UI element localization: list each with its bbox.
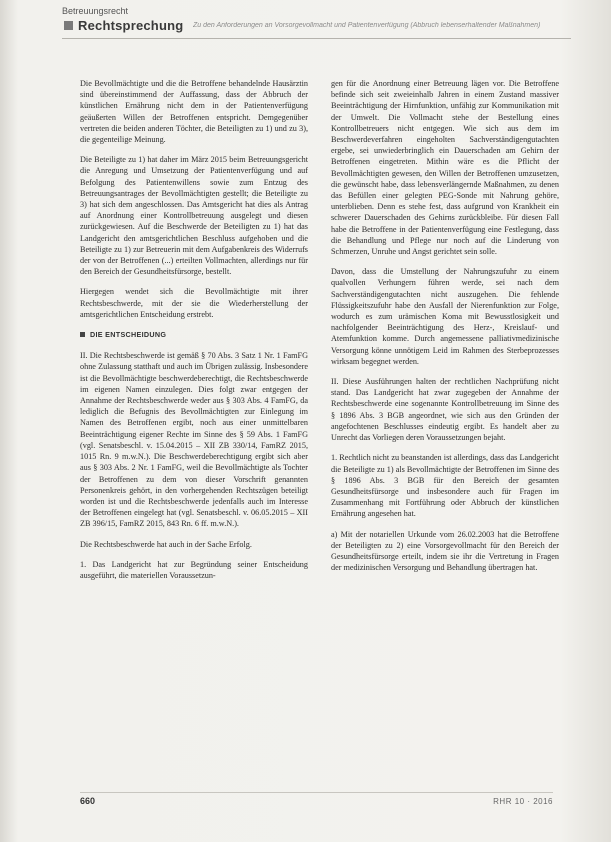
right-column [331,78,559,582]
paragraph: Die Rechtsbeschwerde hat auch in der Sache Erfolg. [80,539,252,549]
header-divider [62,38,571,39]
heading-square-icon [80,332,85,337]
paragraph: Die Bevollmächtigte und die die Betroffene behandelnde Hausärztin sind übereinstimmend der Auffassung, dass der Abbruch der künstlichen Ernährung nicht dem in der Patientenverfügung geäußerten Willen der Betroffenen entspricht. Demgegenüber vertreten die beiden anderen Töchter, die Beteiligten zu 1) und zu 3), die gegenteilige Meinung. [80,79,308,145]
paragraph: Die Beteiligte zu 1) hat daher im März 2015 beim Betreuungsgericht die Anregung und Umsetzung der Patientenverfügung und auf Befolgung des Patientenwillens sowie zum Entzug des Betreuungsantrages der Bevollmächtigten gestellt; die Beteiligte zu 3) hat sich dem angeschlossen. Das Amtsgericht hat dies als Antrag auf Anordnung einer Kontrollbetreuung ausgelegt und diesen zurückgewiesen. Auf die Beschwerde der Beteiligten zu 1) hat das Landgericht den amtsgerichtlichen Beschluss aufgehoben und die Beteiligte zu 1) zur Betreuerin mit dem Aufgabenkreis des Widerrufs der von der Betroffenen (...) erteilten Vollmachten, allerdings nur für den Bereich der Gesundheitsfürsorge, bestellt. [80,155,308,277]
paragraph: gen für die Anordnung einer Betreuung lägen vor. Die Betroffene befinde sich seit zweieinhalb Jahren in einem Zustand massiver Beeinträchtigung der Hirnfunktion, unfähig zur Kommunikation mit der Umwelt. Die Vollmacht stehe der Bestellung eines Kontrollbetreuers nicht entgegen. Wie sich aus dem im Beschwerdeverfahren eingeholten Sachverständigengutachten ergebe, sei unwiederbringlich ein Dauerschaden am Gehirn der Betroffenen eingetreten. Mithin wäre es die Pflicht der Bevollmächtigten gewesen, den Willen der Betroffenen umzusetzen, die gewünscht habe, dass lebensverlängernde Maßnahmen, zu denen das Befüllen einer gelegten PEG-Sonde mit Nahrung gehöre, unterblieben. Denn es stehe fest, dass aufgrund von Krankheit ein schwerer Dauerschaden des Gehirns zurückbleibe. Für diesen Fall habe die Betroffene in der Patientenverfügung eine Festlegung, dass die Behandlung und Pflege nur noch auf die Linderung von Schmerzen, Unruhe und Angst gerichtet sein solle. [331,79,559,257]
section-tag: Betreuungsrecht [62,6,129,16]
section-heading-label: DIE ENTSCHEIDUNG [90,330,167,340]
footer-divider [80,792,553,793]
left-column [80,78,308,590]
paragraph: 1. Das Landgericht hat zur Begründung seiner Entscheidung ausgeführt, die materiellen Voraussetzun- [80,559,308,580]
section-heading [80,329,308,340]
header-square-icon [64,21,73,30]
journal-reference: RHR 10 · 2016 [493,797,553,806]
paragraph: II. Die Rechtsbeschwerde ist gemäß § 70 Abs. 3 Satz 1 Nr. 1 FamFG ohne Zulassung statthaft und auch im Übrigen zulässig. Insbesondere ist die Bevollmächtigte beschwerdeberechtigt, die Rechtsbeschwerde im eigenen Namen einzulegen. Dies folgt zwar entgegen der Annahme der Rechtsbeschwerde weder aus § 303 Abs. 4 FamFG, da lediglich die Befugnis des Bevollmächtigten zur Einlegung im Namen des Betroffenen ergibt, noch aus einer unmittelbaren Beeinträchtigung eigener Rechte im Sinne des § 59 Abs. 1 FamFG (vgl. Senatsbeschl. v. 15.04.2015 – XII ZB 330/14, FamRZ 2015, 1015 Rn. 9 m.w.N.). Die Beschwerdeberechtigung ergibt sich aber aus § 303 Abs. 2 Nr. 1 FamFG, weil die Bevollmächtigte als Tochter der Betroffenen zu dem von dieser Vorschrift genannten Personenkreis gehört, in den vorhergehenden Rechtszügen beteiligt worden ist und die Rechtsbeschwerde jedenfalls auch im Interesse der Betroffenen eingelegt hat (vgl. Senatsbeschl. v. 06.05.2015 – XII ZB 396/15, FamRZ 2015, 843 Rn. 6 ff. m.w.N.). [80,351,308,529]
paragraph: 1. Rechtlich nicht zu beanstanden ist allerdings, dass das Landgericht die Beteiligte zu 1) als Bevollmächtigte der Betroffenen im Sinne des § 1896 Abs. 3 BGB für den Bereich der gesamten Gesundheitsfürsorge und insbesondere auch für Fragen im Zusammenhang mit Fortführung oder Abbruch der künstlichen Ernährung angesehen hat. [331,453,559,519]
paragraph: a) Mit der notariellen Urkunde vom 26.02.2003 hat die Betroffene der Beteiligten zu 2) eine Vorsorgevollmacht für den Bereich der Gesundheitsfürsorge erteilt, indem sie ihr die Vertretung in Fragen der medizinischen Versorgung und Behandlung übertragen hat. [331,529,559,573]
page-number: 660 [80,796,96,806]
paragraph: II. Diese Ausführungen halten der rechtlichen Nachprüfung nicht stand. Das Landgericht hat zwar zugegeben der Annahme der Rechtsbeschwerde eine sogenannte Kontrollbetreuung im Sinne des § 1896 Abs. 3 BGB angeordnet, wie sich aus den Gründen der angefochtenen Beschlusses eindeutig ergibt. Es handelt aber zu Unrecht das Vorliegen deren Voraussetzungen bejaht. [331,377,559,443]
paragraph: Hiergegen wendet sich die Bevollmächtigte mit ihrer Rechtsbeschwerde, mit der sie die Wiederherstellung der amtsgerichtlichen Entscheidung erstrebt. [80,287,308,319]
page-subtitle: Zu den Anforderungen an Vorsorgevollmacht und Patientenverfügung (Abbruch lebenserhaltender Maßnahmen) [193,22,541,29]
page-title: Rechtsprechung [78,18,184,33]
paragraph: Davon, dass die Umstellung der Nahrungszufuhr zu einem qualvollen Verhungern führen werde, sei nach dem Sachverständigengutachten nicht auszugehen. Die fehlende Flüssigkeitszufuhr habe den Ausfall der Nierenfunktion zur Folge, wodurch es zum urämischen Koma mit Bewusstlosigkeit und nachfolgender Beeinträchtigung des Herz-, Kreislauf- und Atemfunktion komme. Durch angemessene palliativmedizinische Versorgung könne unnötigem Leid im Rahmen des Sterbeprozesses wirksam begegnet werden. [331,267,559,366]
